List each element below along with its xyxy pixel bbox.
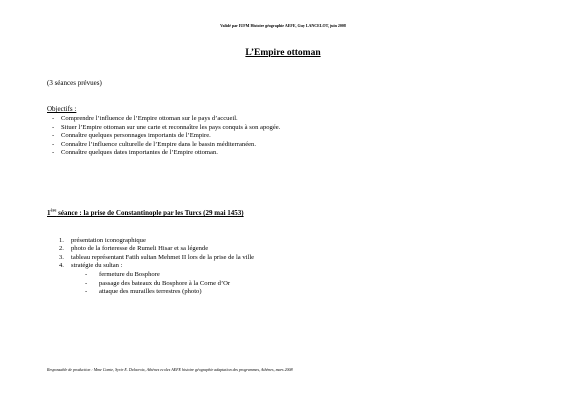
objective-text: Situer l’Empire ottoman sur une carte et reconnaître les pays conquis à son apogée. [61,123,281,131]
list-item [59,237,254,245]
objective-text: Comprendre l’influence de l’Empire ottoman sur le pays d’accueil. [61,115,238,122]
objectives-heading: Objectifs : [47,105,77,113]
strategy-list [85,271,230,297]
step-text: photo de la forteresse de Rumeli Hisar et sa légende [71,245,209,253]
step-number: 1. [59,237,64,244]
list-item [85,288,230,297]
dash-bullet: - [52,115,55,122]
step-text: stratégie du sultan : [71,262,123,270]
sessions-note: (3 séances prévues) [47,79,102,87]
strategy-text: passage des bateaux du Bosphore à la Corne d’Or [99,279,231,287]
dash-bullet: - [85,288,88,296]
step-number: 4. [59,262,64,270]
list-item [59,254,254,262]
footer-note: Responsable de production : Mme Comte, Syrie E. Delacroix, Athènes ecoles AEFE histoire géographie adaptation des programmes, Athènes, mars 2008 [47,367,293,372]
step-text: tableau représentant Fatih sultan Mehmet II lors de la prise de la ville [71,253,255,261]
dash-bullet: - [85,271,88,278]
list-item [59,245,254,253]
page-title: L’Empire ottoman [245,48,321,58]
dash-bullet: - [85,279,88,287]
step-number: 2. [59,245,64,253]
step-number: 3. [59,253,64,261]
objective-text: Connaître l’influence culturelle de l’Empire dans le bassin méditerranéen. [61,140,256,148]
list-item [47,124,280,133]
list-item [85,280,230,289]
session-heading [47,209,244,217]
step-text: présentation iconographique [71,237,146,244]
dash-bullet: - [52,149,55,157]
objective-text: Connaître quelques dates importantes de l’Empire ottoman. [61,149,218,157]
list-item [59,262,254,270]
dash-bullet: - [52,140,55,148]
list-item [85,271,230,280]
list-item [47,149,280,158]
header-note: Validé par IUFM Histoire géographie AEFE, Guy LANCELOT, juin 2008 [220,23,346,28]
objectives-list [47,115,280,158]
list-item [47,132,280,141]
dash-bullet: - [52,123,55,131]
session-number: 1 [47,209,51,217]
session-number-suffix: ère [50,207,57,213]
list-item [47,141,280,150]
objective-text: Connaître quelques personnages importants de l’Empire. [61,132,211,140]
session-steps-list [59,237,254,271]
strategy-text: fermeture du Bosphore [99,271,160,278]
strategy-text: attaque des murailles terrestres (photo) [99,288,202,296]
session-title: séance : la prise de Constantinople par les Turcs (29 mai 1453) [56,209,244,217]
dash-bullet: - [52,132,55,140]
list-item [47,115,280,124]
